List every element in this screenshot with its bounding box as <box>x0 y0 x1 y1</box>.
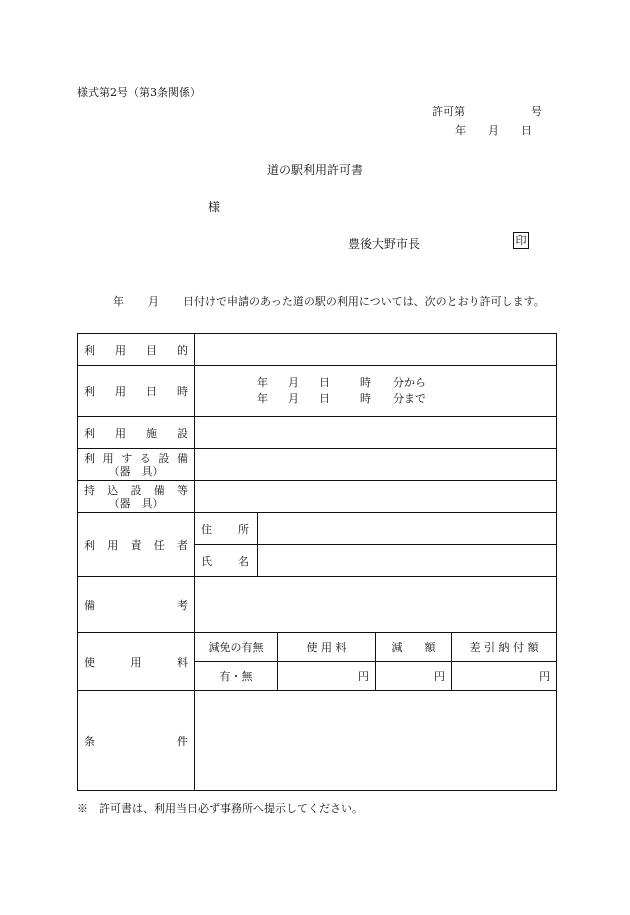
row-carryin <box>78 481 557 513</box>
issue-date <box>455 122 532 138</box>
row-equipment <box>78 449 557 481</box>
body-text: 日付けで申請のあった道の駅の利用については、次のとおり許可します。 <box>183 295 545 308</box>
datetime-field[interactable] <box>195 366 557 417</box>
datetime-to: 年 月 日 時 分まで <box>257 392 426 405</box>
reduction-amount[interactable]: 円 <box>376 662 452 691</box>
reduction-header: 減 額 <box>376 633 452 662</box>
facility-field[interactable] <box>195 417 557 449</box>
recipient-suffix: 様 <box>208 200 221 214</box>
net-header: 差 引 納 付 額 <box>452 633 557 662</box>
datetime-label: 利 用 日 時 <box>78 366 195 417</box>
form-number: 様式第2号（第3条関係） <box>77 86 201 99</box>
body-paragraph <box>77 292 557 312</box>
address-label: 住 所 <box>195 513 258 545</box>
issue-year: 年 <box>455 124 466 137</box>
row-purpose <box>78 334 557 366</box>
address-field[interactable] <box>258 513 557 545</box>
purpose-label: 利 用 目 的 <box>78 334 195 366</box>
seal-stamp: 印 <box>513 232 529 249</box>
row-responsible-address <box>78 513 557 545</box>
exemption-header: 減免の有無 <box>195 633 278 662</box>
body-month: 月 <box>148 295 159 308</box>
permit-table <box>77 333 557 791</box>
name-label: 氏 名 <box>195 545 258 577</box>
row-fee-header <box>78 633 557 662</box>
remarks-label: 備 考 <box>78 577 195 633</box>
page-title: 道の駅利用許可書 <box>266 163 363 177</box>
permit-suffix: 号 <box>531 105 542 118</box>
fee-label: 使 用 料 <box>78 633 195 691</box>
issue-month: 月 <box>488 124 499 137</box>
row-remarks <box>78 577 557 633</box>
permit-label: 許可第 <box>432 105 465 118</box>
issuer-name: 豊後大野市長 <box>348 237 421 251</box>
row-datetime <box>78 366 557 417</box>
body-year: 年 <box>113 295 124 308</box>
conditions-field[interactable] <box>195 691 557 791</box>
fee-header: 使 用 料 <box>278 633 376 662</box>
equipment-field[interactable] <box>195 449 557 481</box>
responsible-label: 利 用 責 任 者 <box>78 513 195 577</box>
carryin-field[interactable] <box>195 481 557 513</box>
net-amount[interactable]: 円 <box>452 662 557 691</box>
row-facility <box>78 417 557 449</box>
name-field[interactable] <box>258 545 557 577</box>
conditions-label: 条 件 <box>78 691 195 791</box>
equipment-label: 利 用 す る 設 備 （器 具） <box>78 449 195 481</box>
facility-label: 利 用 施 設 <box>78 417 195 449</box>
purpose-field[interactable] <box>195 334 557 366</box>
permit-number-line <box>432 103 542 119</box>
row-conditions <box>78 691 557 791</box>
carryin-label: 持 込 設 備 等 （器 具） <box>78 481 195 513</box>
remarks-field[interactable] <box>195 577 557 633</box>
datetime-from: 年 月 日 時 分から <box>257 376 426 389</box>
fee-amount[interactable]: 円 <box>278 662 376 691</box>
exemption-value[interactable]: 有・無 <box>195 662 278 691</box>
footnote: ※ 許可書は、利用当日必ず事務所へ提示してください。 <box>77 802 363 815</box>
issue-day: 日 <box>521 124 532 137</box>
